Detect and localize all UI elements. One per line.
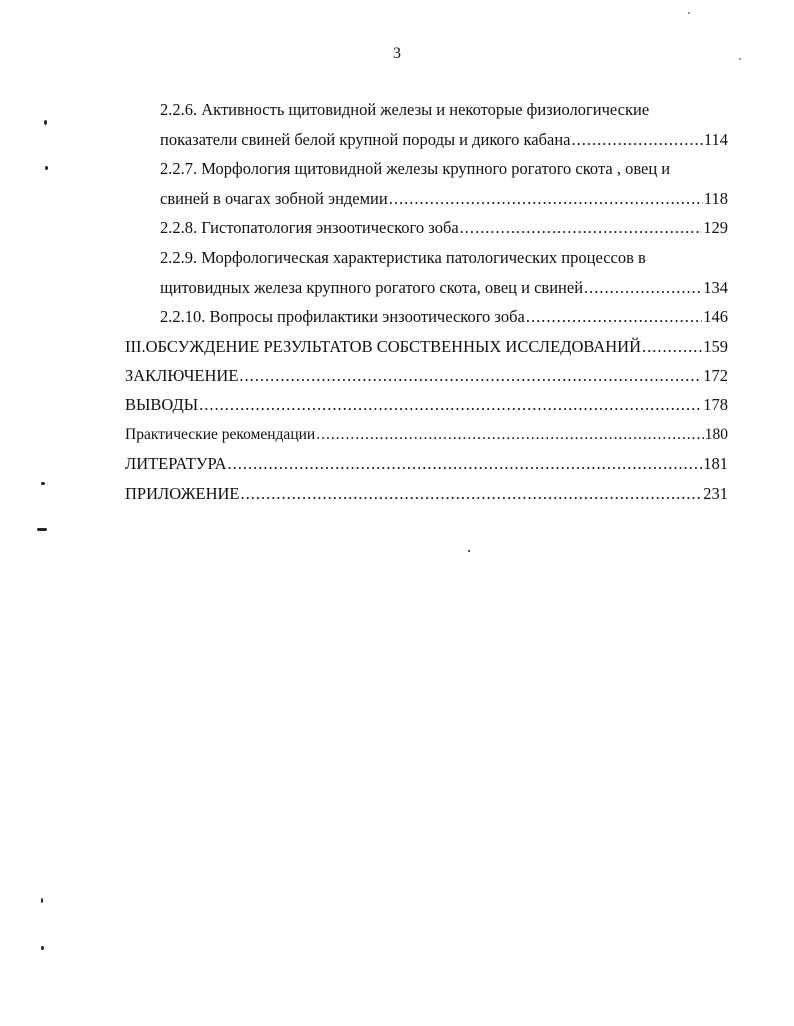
toc-entry-page: 146 xyxy=(703,307,728,326)
toc-entry-conclusion xyxy=(125,364,728,388)
toc-entry-2-2-10 xyxy=(160,305,728,329)
scan-speck xyxy=(41,898,43,903)
toc-entry-2-2-6-line1: 2.2.6. Активность щитовидной железы и некоторые физиологические xyxy=(160,100,650,119)
toc-entry-title: щитовидных железа крупного рогатого скота, овец и свиней xyxy=(160,278,584,297)
scan-speck xyxy=(41,482,45,485)
toc-entry-title: 2.2.8. Гистопатология энзоотического зоба xyxy=(160,218,459,237)
toc-entry-literature xyxy=(125,452,728,476)
toc-entry-title: Практические рекомендации xyxy=(125,426,316,443)
leader-dots xyxy=(199,393,702,417)
toc-entry-findings xyxy=(125,393,728,417)
leader-dots xyxy=(316,423,704,447)
leader-dots xyxy=(239,364,702,388)
toc-entry-2-2-9 xyxy=(160,276,728,300)
toc-entry-page: 134 xyxy=(703,278,728,297)
leader-dots xyxy=(389,187,703,211)
toc-entry-2-2-7 xyxy=(160,187,728,211)
scan-speck xyxy=(468,550,470,552)
leader-dots xyxy=(228,452,703,476)
toc-entry-title: ЗАКЛЮЧЕНИЕ xyxy=(125,366,239,385)
toc-entry-2-2-7-line1: 2.2.7. Морфология щитовидной железы крупного рогатого скота , овец и xyxy=(160,159,671,178)
toc-entry-title: свиней в очагах зобной эндемии xyxy=(160,189,388,208)
toc-entry-2-2-6 xyxy=(160,128,728,152)
toc-entry-title: ВЫВОДЫ xyxy=(125,395,199,414)
leader-dots xyxy=(460,216,703,240)
toc-entry-appendix xyxy=(125,482,728,506)
toc-entry-page: 172 xyxy=(703,366,728,385)
toc-entry-recommendations xyxy=(125,423,728,447)
scan-speck xyxy=(739,58,741,60)
toc-entry-chapter-3 xyxy=(125,335,728,359)
toc-entry-title: III.ОБСУЖДЕНИЕ РЕЗУЛЬТАТОВ СОБСТВЕННЫХ ИССЛЕДОВАНИЙ xyxy=(125,337,641,356)
toc-entry-title: ПРИЛОЖЕНИЕ xyxy=(125,484,240,503)
toc-entry-page: 118 xyxy=(703,189,728,208)
toc-entry-title: 2.2.10. Вопросы профилактики энзоотического зоба xyxy=(160,307,525,326)
leader-dots xyxy=(526,305,702,329)
page-number: 3 xyxy=(393,45,401,62)
toc-entry-page: 231 xyxy=(703,484,728,503)
toc-entry-title: показатели свиней белой крупной породы и дикого кабана xyxy=(160,130,571,149)
scan-speck xyxy=(41,946,44,950)
scan-speck xyxy=(37,528,47,531)
toc-entry-page: 114 xyxy=(703,130,728,149)
toc-entry-2-2-8 xyxy=(160,216,728,240)
toc-entry-page: 178 xyxy=(703,395,728,414)
scan-speck xyxy=(44,120,47,125)
leader-dots xyxy=(584,276,702,300)
scan-speck xyxy=(45,166,48,170)
toc-entry-page: 181 xyxy=(703,454,728,473)
scan-speck xyxy=(688,12,690,14)
toc-entry-page: 159 xyxy=(703,337,728,356)
toc-entry-page: 180 xyxy=(704,426,728,443)
toc-entry-page: 129 xyxy=(703,218,728,237)
leader-dots xyxy=(240,482,702,506)
leader-dots xyxy=(571,128,702,152)
toc-entry-2-2-9-line1: 2.2.9. Морфологическая характеристика патологических процессов в xyxy=(160,248,646,267)
leader-dots xyxy=(642,335,702,359)
toc-entry-title: ЛИТЕРАТУРА xyxy=(125,454,227,473)
